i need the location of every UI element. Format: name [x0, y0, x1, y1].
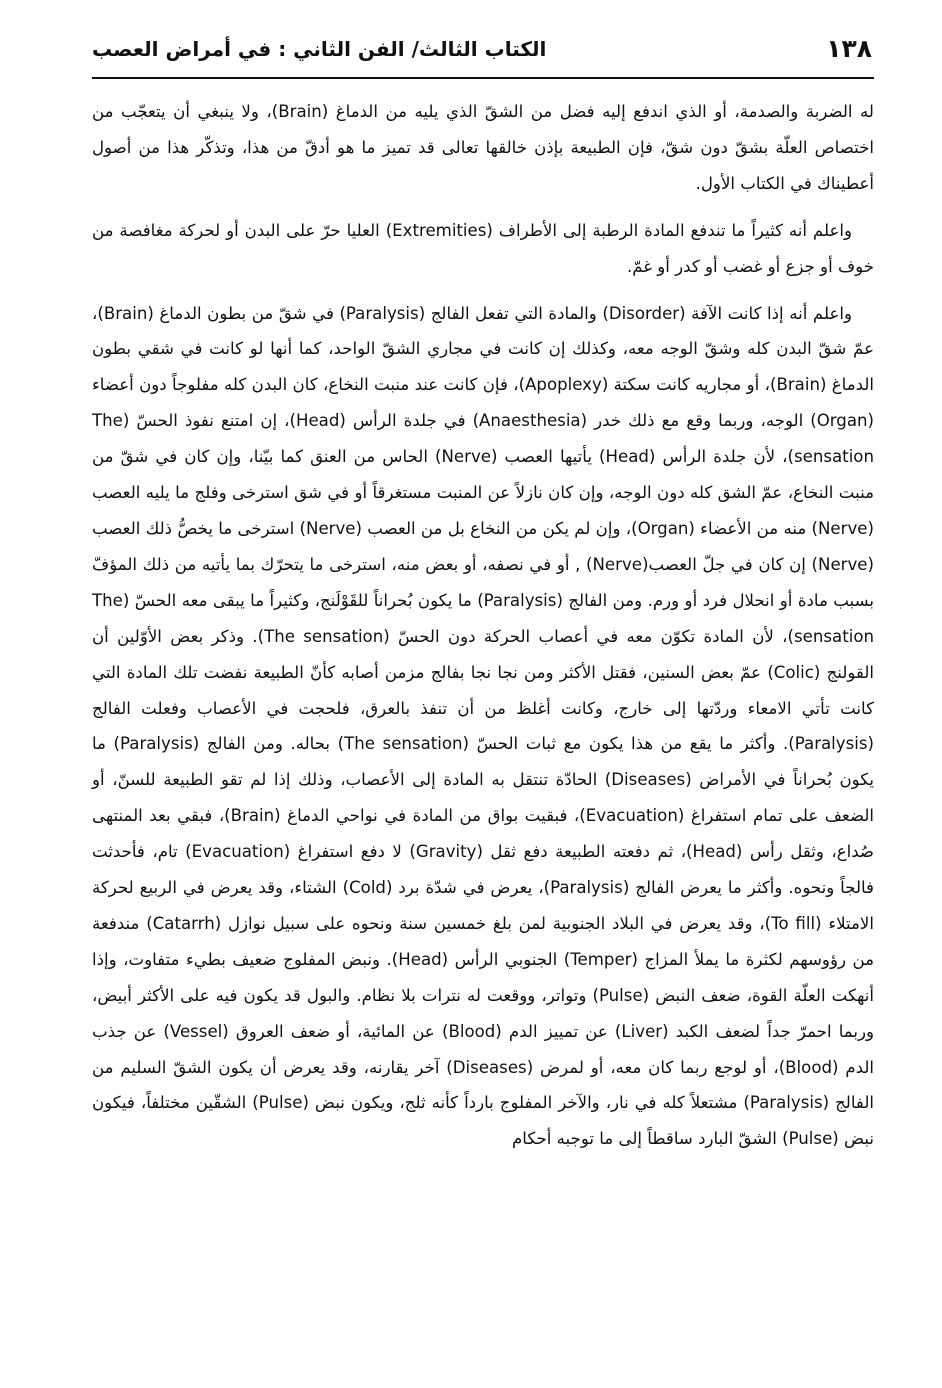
page-number: ١٣٨ — [826, 34, 872, 63]
running-title: الكتاب الثالث/ الفن الثاني : في أمراض العصب — [92, 37, 547, 61]
body-text — [92, 94, 874, 1157]
page-header — [92, 32, 872, 74]
paragraph: واعلم أنه كثيراً ما تندفع المادة الرطبة إلى الأطراف (Extremities) العليا حرّ على البدن أو لحركة مغافصة من خوف أو جزع أو غضب أو كدر أو غمّ. — [92, 220, 874, 276]
header-rule — [92, 77, 874, 79]
paragraph: واعلم أنه إذا كانت الآفة (Disorder) والمادة التي تفعل الفالج (Paralysis) في شقّ من بطون الدماغ (Brain)، عمّ شقّ البدن كله وشقّ الوجه معه، وكذلك إن كانت في مجاري الشقّ الواحد، كما أنها لو كانت في شقي بطون الدماغ (Brain)، أو مجاريه كانت سكتة (Apoplexy)، فإن كانت عند منبت النخاع، كان البدن كله مفلوجاً دون أعضاء (Organ) الوجه، وربما وقع مع ذلك خدر (Anaesthesia) في جلدة الرأس (Head)، إن امتنع نفوذ الحسّ (The sensation)، لأن جلدة الرأس (Head) يأتيها العصب (Nerve) الحاس من العنق كما بيّنا، وإن كان في شقّ من منبت النخاع، عمّ الشق كله دون الوجه، وإن كان نازلاً عن المنبت مستغرقاً أو في شق استرخى وفلج ما يليه العصب (Nerve) منه من الأعضاء (Organ)، وإن لم يكن من النخاع بل من العصب (Nerve) استرخى ما يخصُّ ذلك العصب (Nerve) إن كان في جلّ العصب(Nerve) , أو في نصفه، أو بعض منه، استرخى ما يتحرّك بما يأتيه من ذلك المؤفّ بسبب مادة أو انحلال فرد أو ورم. ومن الفالج (Paralysis) ما يكون بُحراناً للقَوْلَنج، وكثيراً ما يبقى معه الحسّ (The sensation)، لأن المادة تكوّن معه في أعصاب الحركة دون الحسّ (The sensation). وذكر بعض الأوّلين أن القولنج (Colic) عمّ بعض السنين، فقتل الأكثر ومن نجا نجا بفالج مزمن أصابه كأنّ الطبيعة نفضت تلك المادة التي كانت تأتي الامعاء وردّتها إلى خارج، وكانت أغلظ من أن تنفذ بالعرق، فلحجت في الأعصاب وفعلت الفالج (Paralysis). وأكثر ما يقع من هذا يكون مع ثبات الحسّ (The sensation) بحاله. ومن الفالج (Paralysis) ما يكون بُحراناً في الأمراض (Diseases) الحادّة تنتقل به المادة إلى الأعصاب، وذلك إذا لم تقو الطبيعة للسنّ، أو الضعف على تمام استفراغ (Evacuation)، فبقيت بواق من المادة في نواحي الدماغ (Brain)، فبقي بعد المنتهى صُداع، وثقل رأس (Head)، ثم دفعته الطبيعة دفع ثقل (Gravity) لا دفع استفراغ (Evacuation) تام، فأحدثت فالجاً ونحوه. وأكثر ما يعرض الفالج (Paralysis)، يعرض في شدّة برد (Cold) الشتاء، وقد يعرض في الربيع لحركة الامتلاء (To fill)، وقد يعرض في البلاد الجنوبية لمن بلغ خمسين سنة ونحوه على سبيل نوازل (Catarrh) مندفعة من رؤوسهم لكثرة ما يملأ المزاج (Temper) الجنوبي الرأس (Head). ونبض المفلوج ضعيف بطيء متفاوت، وإذا أنهكت العلّة القوة، ضعف النبض (Pulse) وتواتر، ووقعت له نترات بلا نظام. والبول قد يكون فيه على الأكثر أبيض، وربما احمرّ جداً لضعف الكبد (Liver) عن تمييز الدم (Blood) عن المائية، أو ضعف العروق (Vessel) عن جذب الدم (Blood)، أو لوجع ربما كان معه، أو لمرض (Diseases) آخر يقارنه، وقد يعرض أن يكون الشقّ السليم من الفالج (Paralysis) مشتعلاً كله في نار، والآخر المفلوج بارداً كأنه ثلج، ويكون نبض (Pulse) الشقّين مختلفاً، فيكون نبض (Pulse) الشقّ البارد ساقطاً إلى ما توجبه أحكام — [92, 303, 875, 1149]
paragraph: له الضربة والصدمة، أو الذي اندفع إليه فضل من الشقّ الذي يليه من الدماغ (Brain)، ولا ينبغي أن يتعجّب من اختصاص العلّة بشقّ دون شقّ، فإن الطبيعة بإذن خالقها تعالى قد تميز ما هو أدقّ من هذا، وتذكّر هذا من أصول أعطيناك في الكتاب الأول. — [92, 102, 874, 193]
